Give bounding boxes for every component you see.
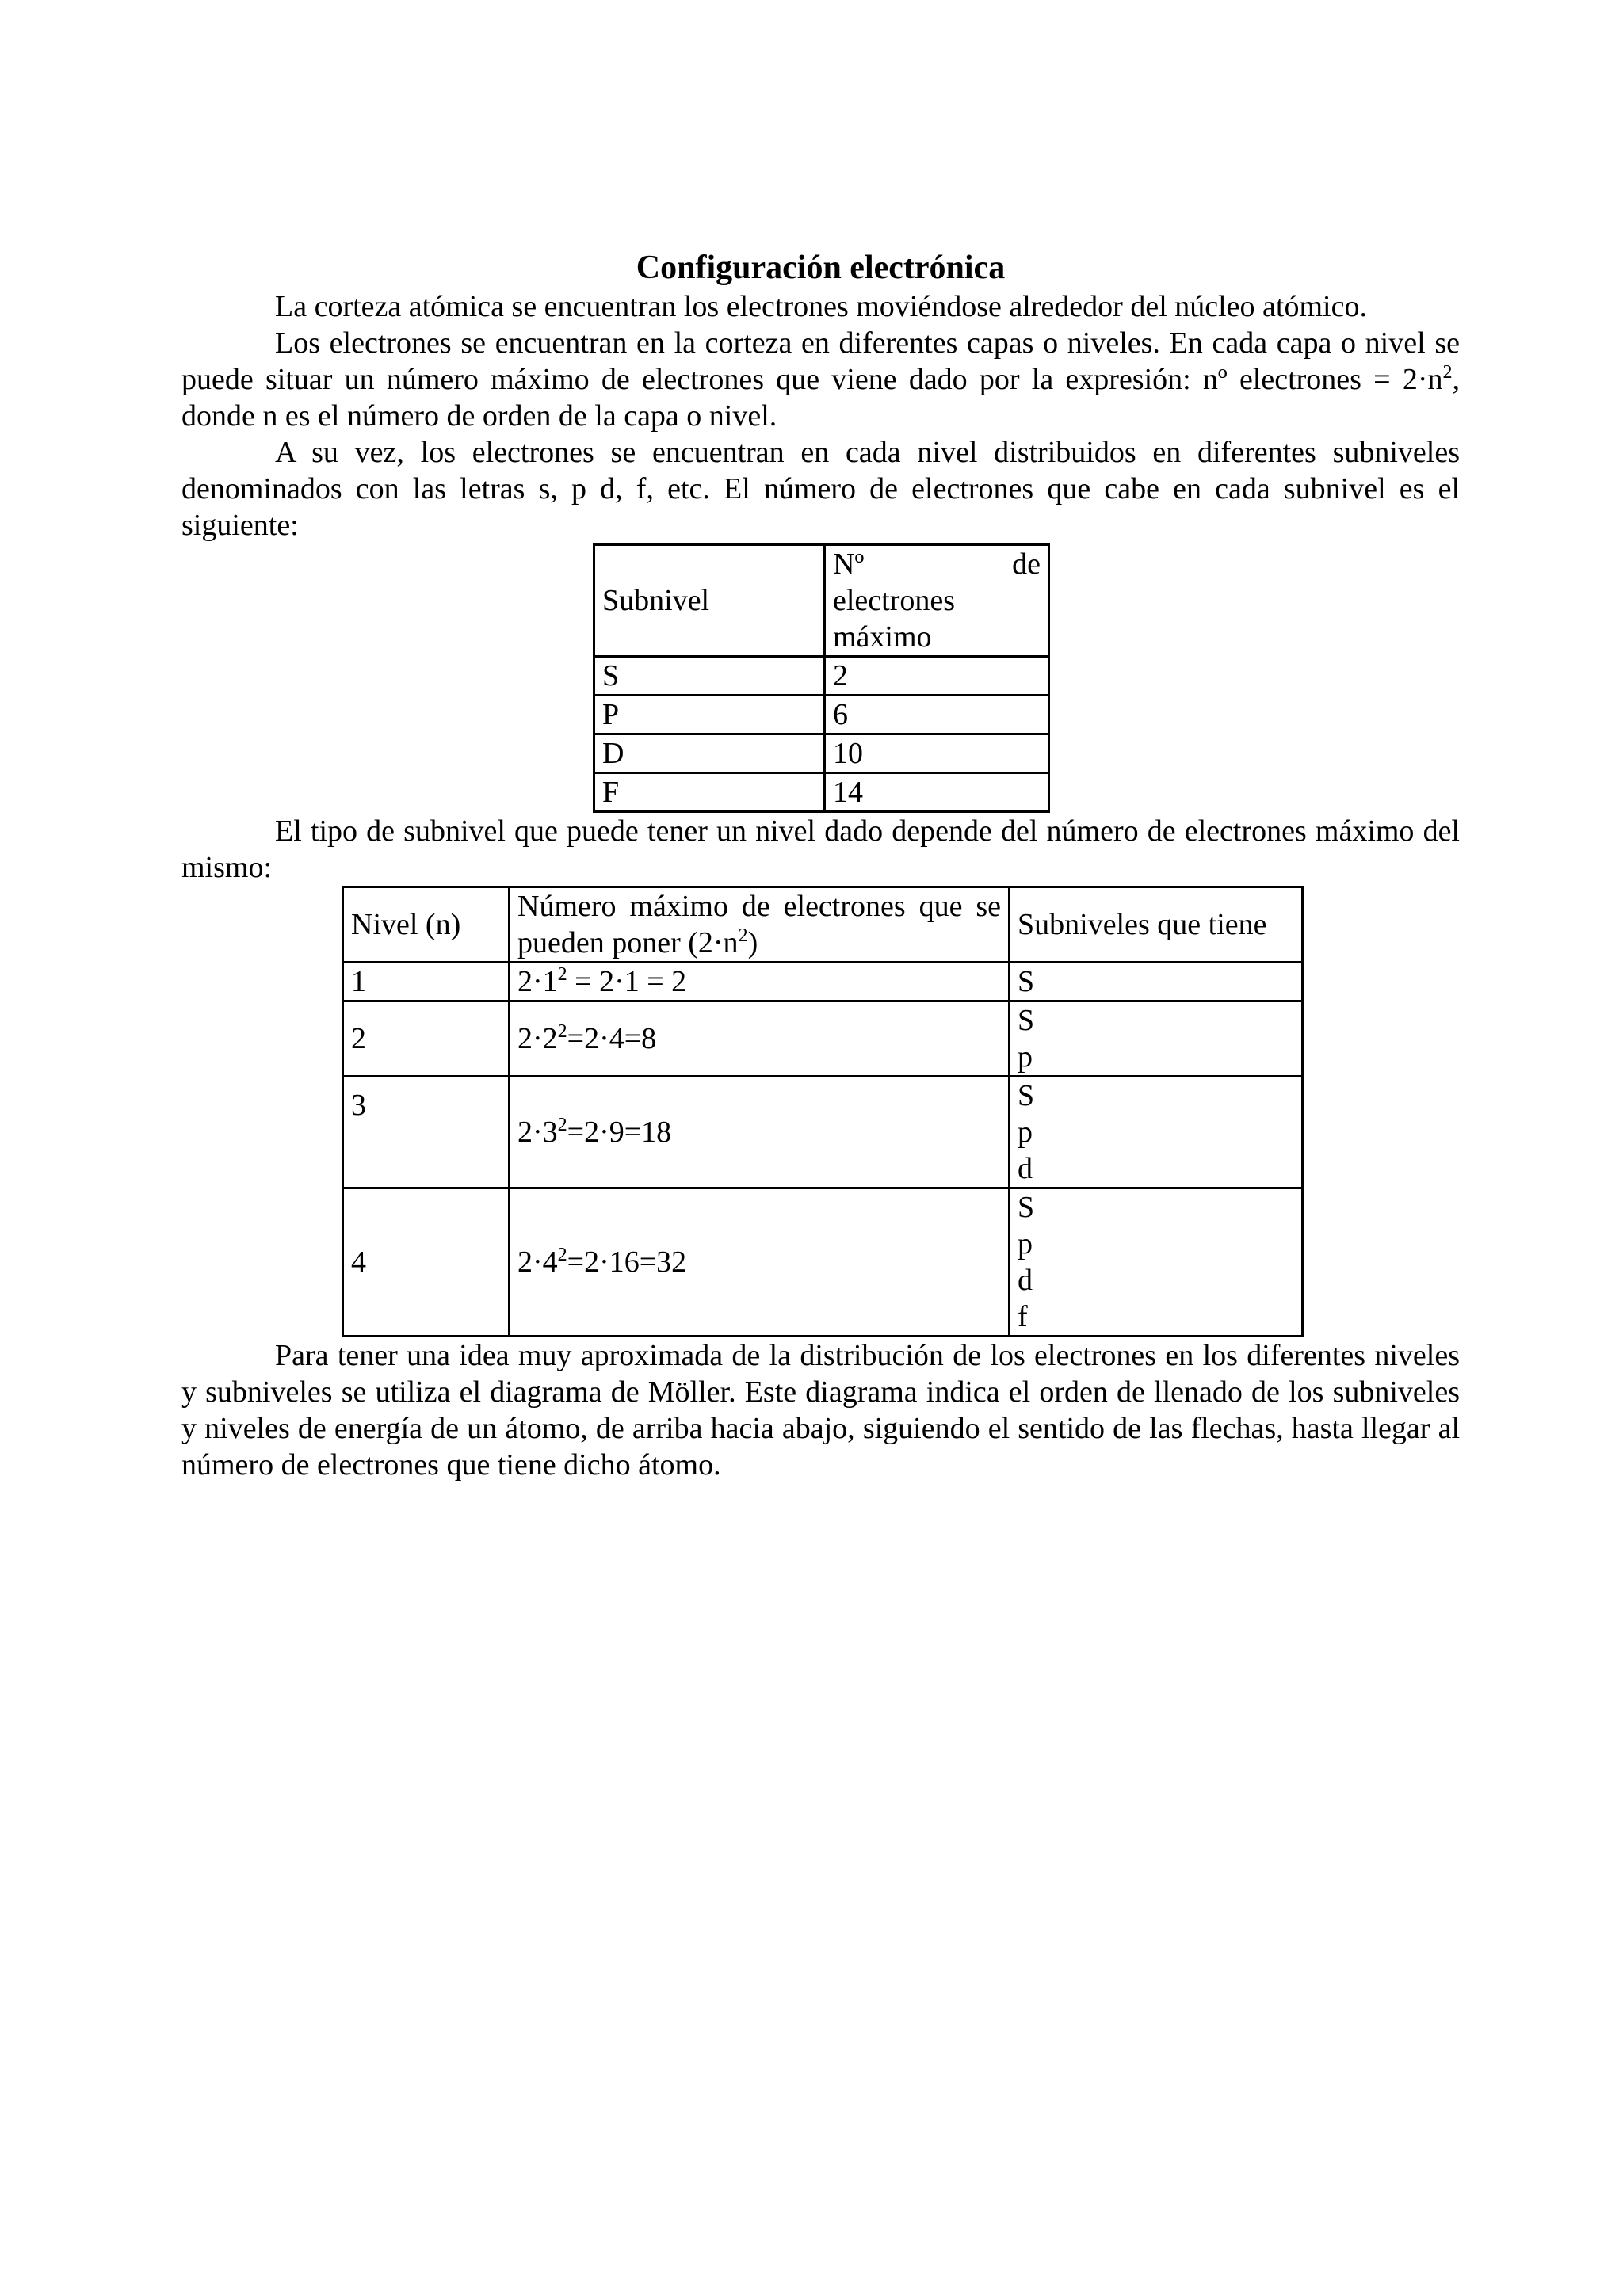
level-table (342, 886, 1304, 1337)
cell-subniveles (1010, 1188, 1303, 1337)
table-header-row (343, 887, 1303, 963)
sublevel-letter: S (1018, 965, 1035, 998)
formula-b: =2·9=18 (567, 1116, 672, 1149)
sublevel-table (593, 543, 1050, 813)
sublevel-letter: f (1018, 1300, 1028, 1333)
document-title: Configuración electrónica (636, 250, 1006, 286)
table-header-row (594, 545, 1049, 657)
header-max-word-de: de (1012, 547, 1041, 581)
header-max-line1 (833, 546, 1041, 582)
cell-max: 14 (825, 773, 1049, 812)
header-max-line3: máximo (833, 620, 932, 654)
header-subnivel: Subnivel (594, 545, 825, 657)
header-max-text-b: ) (747, 926, 758, 959)
paragraph-sublevels: A su vez, los electrones se encuentran en cada nivel distribuidos en diferentes subniveles denominados con las letras s, p d, f, etc. El número de electrones que cabe en cada subnivel es el siguiente: (181, 436, 1460, 542)
table-row (594, 696, 1049, 734)
cell-formula (510, 1077, 1010, 1188)
table-row (594, 773, 1049, 812)
cell-nivel: 4 (343, 1188, 510, 1337)
cell-nivel: 2 (343, 1001, 510, 1077)
cell-subnivel: F (594, 773, 825, 812)
formula-b: =2·16=32 (567, 1245, 687, 1279)
cell-subnivel: S (594, 657, 825, 696)
exponent: 2 (557, 1245, 567, 1265)
paragraph-intro: La corteza atómica se encuentran los electrones moviéndose alrededor del núcleo atómico. (275, 290, 1367, 323)
document-page (181, 247, 1460, 1483)
cell-subnivel: P (594, 696, 825, 734)
sublevel-letter: S (1018, 1079, 1035, 1112)
cell-subniveles (1010, 1001, 1303, 1077)
header-max (510, 887, 1010, 963)
cell-max: 6 (825, 696, 1049, 734)
exponent: 2 (1442, 362, 1453, 383)
table-row (594, 734, 1049, 773)
cell-nivel: 1 (343, 963, 510, 1001)
formula-b: = 2·1 = 2 (567, 965, 687, 998)
header-max-text-a: Número máximo de electrones que se pueden poner (2·n (517, 890, 1001, 959)
formula-a: 2·1 (517, 965, 558, 998)
table-row (343, 1001, 1303, 1077)
paragraph-levels-text-b: , donde n es el número de orden de la capa o nivel. (181, 363, 1460, 433)
paragraph-type: El tipo de subnivel que puede tener un nivel dado depende del número de electrones máximo del mismo: (181, 814, 1460, 884)
header-max-electrons (825, 545, 1049, 657)
table-row (594, 657, 1049, 696)
cell-formula (510, 963, 1010, 1001)
sublevel-letter: d (1018, 1152, 1033, 1185)
table-row (343, 1077, 1303, 1188)
cell-formula (510, 1001, 1010, 1077)
formula-a: 2·4 (517, 1245, 558, 1279)
header-max-line2: electrones (833, 584, 956, 617)
exponent: 2 (557, 1115, 567, 1135)
exponent: 2 (738, 925, 748, 946)
sublevel-letter: p (1018, 1116, 1033, 1149)
sublevel-letter: p (1018, 1227, 1033, 1261)
cell-formula (510, 1188, 1010, 1337)
cell-max: 10 (825, 734, 1049, 773)
table-row (343, 1188, 1303, 1337)
sublevel-letter: d (1018, 1264, 1033, 1297)
formula-b: =2·4=8 (567, 1022, 657, 1055)
cell-subniveles (1010, 1077, 1303, 1188)
cell-nivel: 3 (343, 1077, 510, 1188)
paragraph-levels-text-a: Los electrones se encuentran en la corteza en diferentes capas o niveles. En cada capa o nivel se puede situar un número máximo de electrones que viene dado por la expresión: nº electrones = 2·n (181, 326, 1460, 396)
formula-a: 2·2 (517, 1022, 558, 1055)
sublevel-letter: S (1018, 1004, 1035, 1037)
sublevel-letter: p (1018, 1040, 1033, 1074)
sublevel-letter: S (1018, 1191, 1035, 1224)
header-nivel: Nivel (n) (343, 887, 510, 963)
header-subniveles: Subniveles que tiene (1010, 887, 1303, 963)
cell-subniveles (1010, 963, 1303, 1001)
paragraph-levels (181, 325, 1460, 434)
exponent: 2 (557, 1021, 567, 1042)
formula-a: 2·3 (517, 1116, 558, 1149)
table-row (343, 963, 1303, 1001)
exponent: 2 (557, 964, 567, 985)
header-max-word-no: Nº (833, 547, 865, 581)
cell-max: 2 (825, 657, 1049, 696)
paragraph-moller: Para tener una idea muy aproximada de la distribución de los electrones en los diferentes niveles y subniveles se utiliza el diagrama de Möller. Este diagrama indica el orden de llenado de los subniveles y niveles de energía de un átomo, de arriba hacia abajo, siguiendo el sentido de las flechas, hasta llegar al número de electrones que tiene dicho átomo. (181, 1339, 1460, 1482)
cell-subnivel: D (594, 734, 825, 773)
